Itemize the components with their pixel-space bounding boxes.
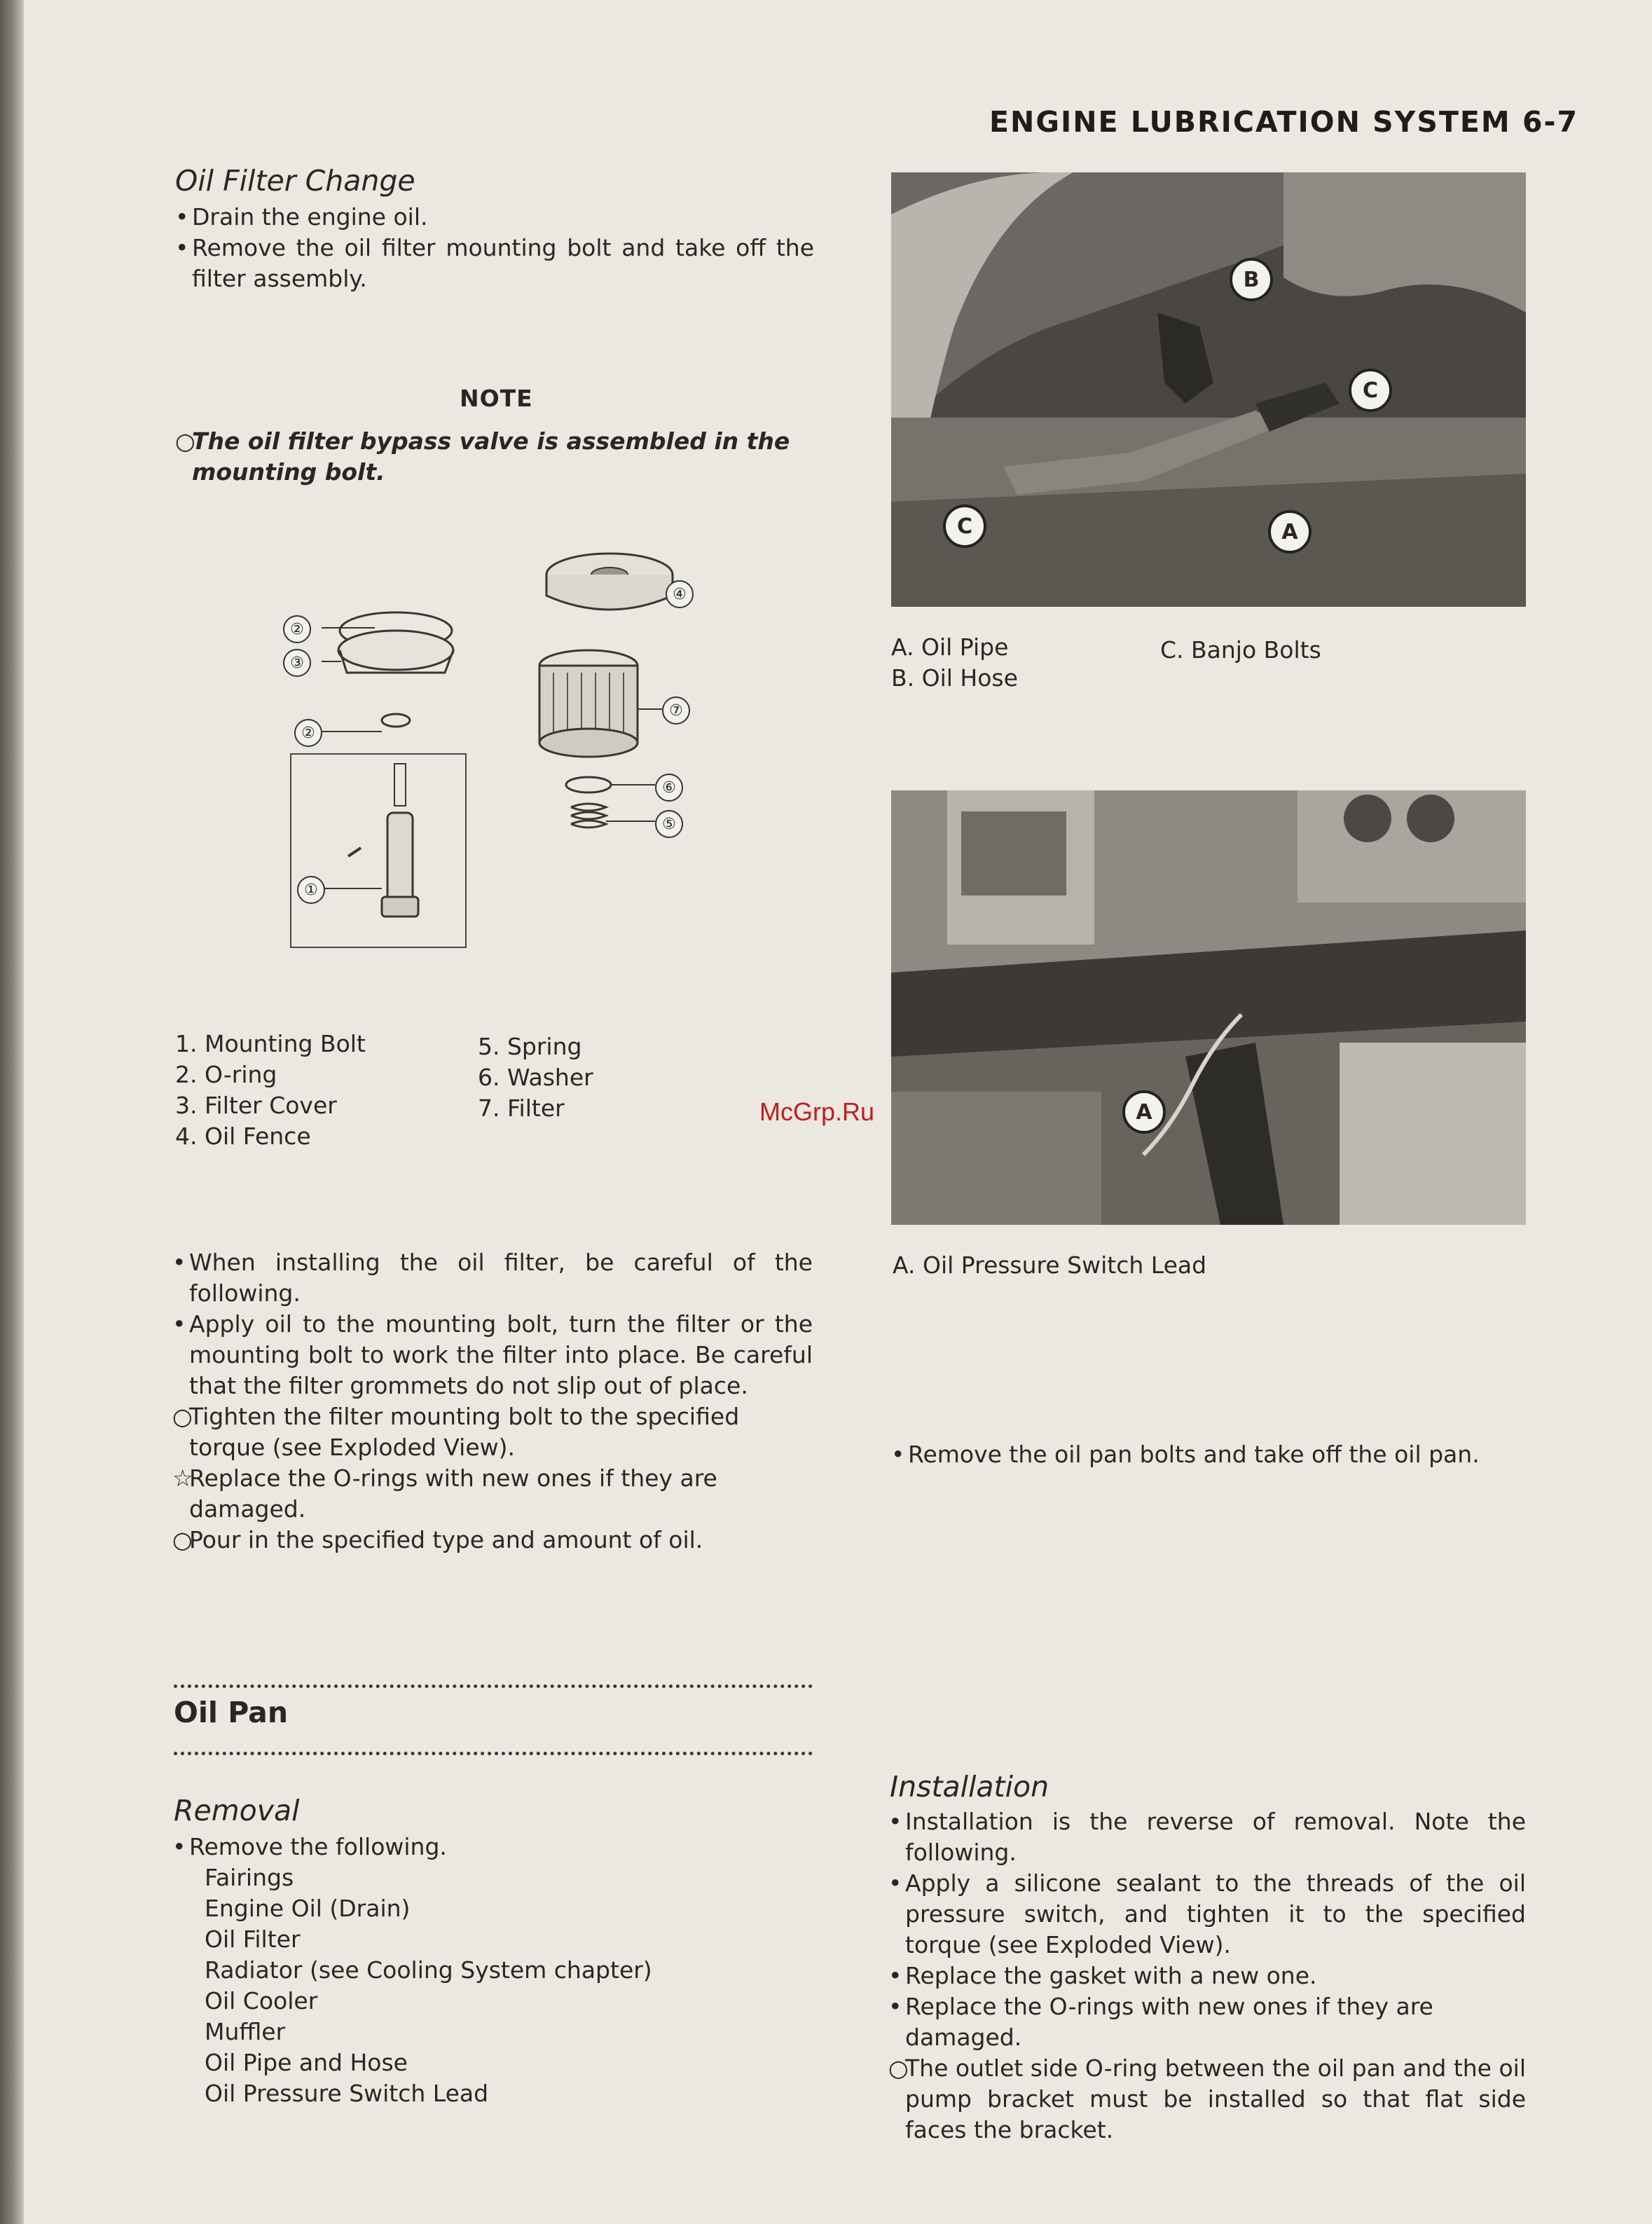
diagram-legend-left (175, 1029, 366, 1152)
photo-oil-pipe-hose-drawing (891, 172, 1526, 607)
right-step-bullet: • Remove the oil pan bolts and take off the oil pan. (891, 1441, 1480, 1468)
watermark: McGrp.Ru (759, 1097, 875, 1126)
bypass-spring-shape (394, 764, 406, 806)
list-item: Oil Filter (205, 1926, 301, 1953)
list-item: Engine Oil (Drain) (205, 1895, 411, 1922)
spring-shape (571, 804, 606, 828)
legend-item: 7. Filter (478, 1094, 565, 1122)
book-spine-shadow (0, 0, 24, 2224)
callout-7: ⑦ (662, 696, 690, 725)
oil-filter-change-steps (175, 202, 814, 294)
section-divider-top (174, 1684, 813, 1688)
note-text: ○ The oil filter bypass valve is assembled in the mounting bolt. (175, 427, 790, 486)
photo2-caption: A. Oil Pressure Switch Lead (893, 1251, 1207, 1279)
list-item: Oil Pipe and Hose (205, 2049, 408, 2076)
step-bullet: • Apply a silicone sealant to the threads of the oil pressure switch, and tighten it to the specified torque (see Exploded View). (888, 1869, 1526, 1958)
step-bullet: • Apply oil to the mounting bolt, turn the filter or the mounting bolt to work the filter into place. Be careful that the filter grommets do not slip out of place. (172, 1310, 813, 1399)
section-divider-bottom (174, 1752, 813, 1755)
washer-shape (566, 777, 611, 792)
legend-item: 1. Mounting Bolt (175, 1030, 366, 1057)
step-bullet: • When installing the oil filter, be careful of the following. (172, 1249, 813, 1307)
list-item: Fairings (205, 1864, 294, 1891)
installation-title: Installation (890, 1770, 1049, 1804)
step-bullet: ○ Tighten the filter mounting bolt to the specified torque (see Exploded View). (172, 1403, 740, 1461)
list-item: Radiator (see Cooling System chapter) (205, 1956, 652, 1984)
list-item: Oil Pressure Switch Lead (205, 2080, 489, 2107)
callout-5: ⑤ (655, 810, 683, 838)
photo1-caption-right: C. Banjo Bolts (1160, 636, 1321, 664)
step-bullet: • Installation is the reverse of removal. Note the following. (888, 1808, 1526, 1866)
caption-item: A. Oil Pipe (891, 633, 1009, 661)
list-item: Oil Cooler (205, 1987, 318, 2014)
photo1-label-c-right: C (1349, 369, 1392, 412)
step-bullet: ○ Pour in the specified type and amount of oil. (172, 1526, 703, 1553)
photo-oil-pressure-switch (891, 790, 1526, 1225)
bypass-valve-inset-box (291, 754, 466, 947)
note-title: NOTE (460, 385, 533, 412)
removal-list (172, 1832, 652, 2109)
photo1-caption-left (891, 632, 1018, 694)
callout-2-upper: ② (283, 615, 311, 643)
oil-filter-change-title: Oil Filter Change (175, 164, 415, 198)
filter-cover-shape (338, 631, 453, 670)
legend-item: 4. Oil Fence (175, 1123, 311, 1150)
callout-1: ① (297, 876, 325, 904)
page-header: ENGINE LUBRICATION SYSTEM 6-7 (989, 105, 1579, 139)
step-bullet: • Remove the oil filter mounting bolt and take off the filter assembly. (175, 234, 814, 292)
step-bullet: • Drain the engine oil. (175, 203, 428, 231)
callout-3: ③ (283, 649, 311, 677)
caption-item: B. Oil Hose (891, 664, 1018, 692)
photo-oil-pressure-switch-drawing (891, 790, 1526, 1225)
photo1-label-a: A (1268, 510, 1312, 554)
installation-steps (888, 1806, 1526, 2146)
photo-oil-pipe-hose (891, 172, 1526, 607)
list-item: Muffler (205, 2018, 286, 2045)
legend-item: 6. Washer (478, 1064, 593, 1091)
legend-item: 5. Spring (478, 1033, 582, 1060)
install-filter-steps (172, 1247, 813, 1556)
photo1-label-c-left: C (943, 504, 986, 548)
oil-pan-title: Oil Pan (174, 1696, 289, 1729)
diagram-legend-right (478, 1031, 593, 1124)
legend-item: 2. O-ring (175, 1061, 277, 1088)
step-bullet: • Replace the O-rings with new ones if they are damaged. (888, 1993, 1433, 2051)
legend-item: 3. Filter Cover (175, 1092, 337, 1119)
photo2-label-a: A (1122, 1090, 1166, 1134)
callout-6: ⑥ (655, 774, 683, 802)
photo1-label-b: B (1230, 258, 1273, 301)
callout-2-lower: ② (294, 719, 322, 747)
step-bullet: ○ The outlet side O-ring between the oil pan and the oil pump bracket must be installed so that flat side faces the bracket. (888, 2054, 1526, 2143)
step-bullet: • Replace the gasket with a new one. (888, 1962, 1317, 1989)
small-o-ring-shape (382, 714, 410, 727)
oil-filter-exploded-diagram (277, 547, 697, 953)
removal-lead: • Remove the following. (172, 1833, 447, 1860)
step-bullet: ☆ Replace the O-rings with new ones if they are damaged. (172, 1464, 717, 1523)
callout-4: ④ (666, 580, 694, 608)
removal-title: Removal (174, 1794, 300, 1827)
